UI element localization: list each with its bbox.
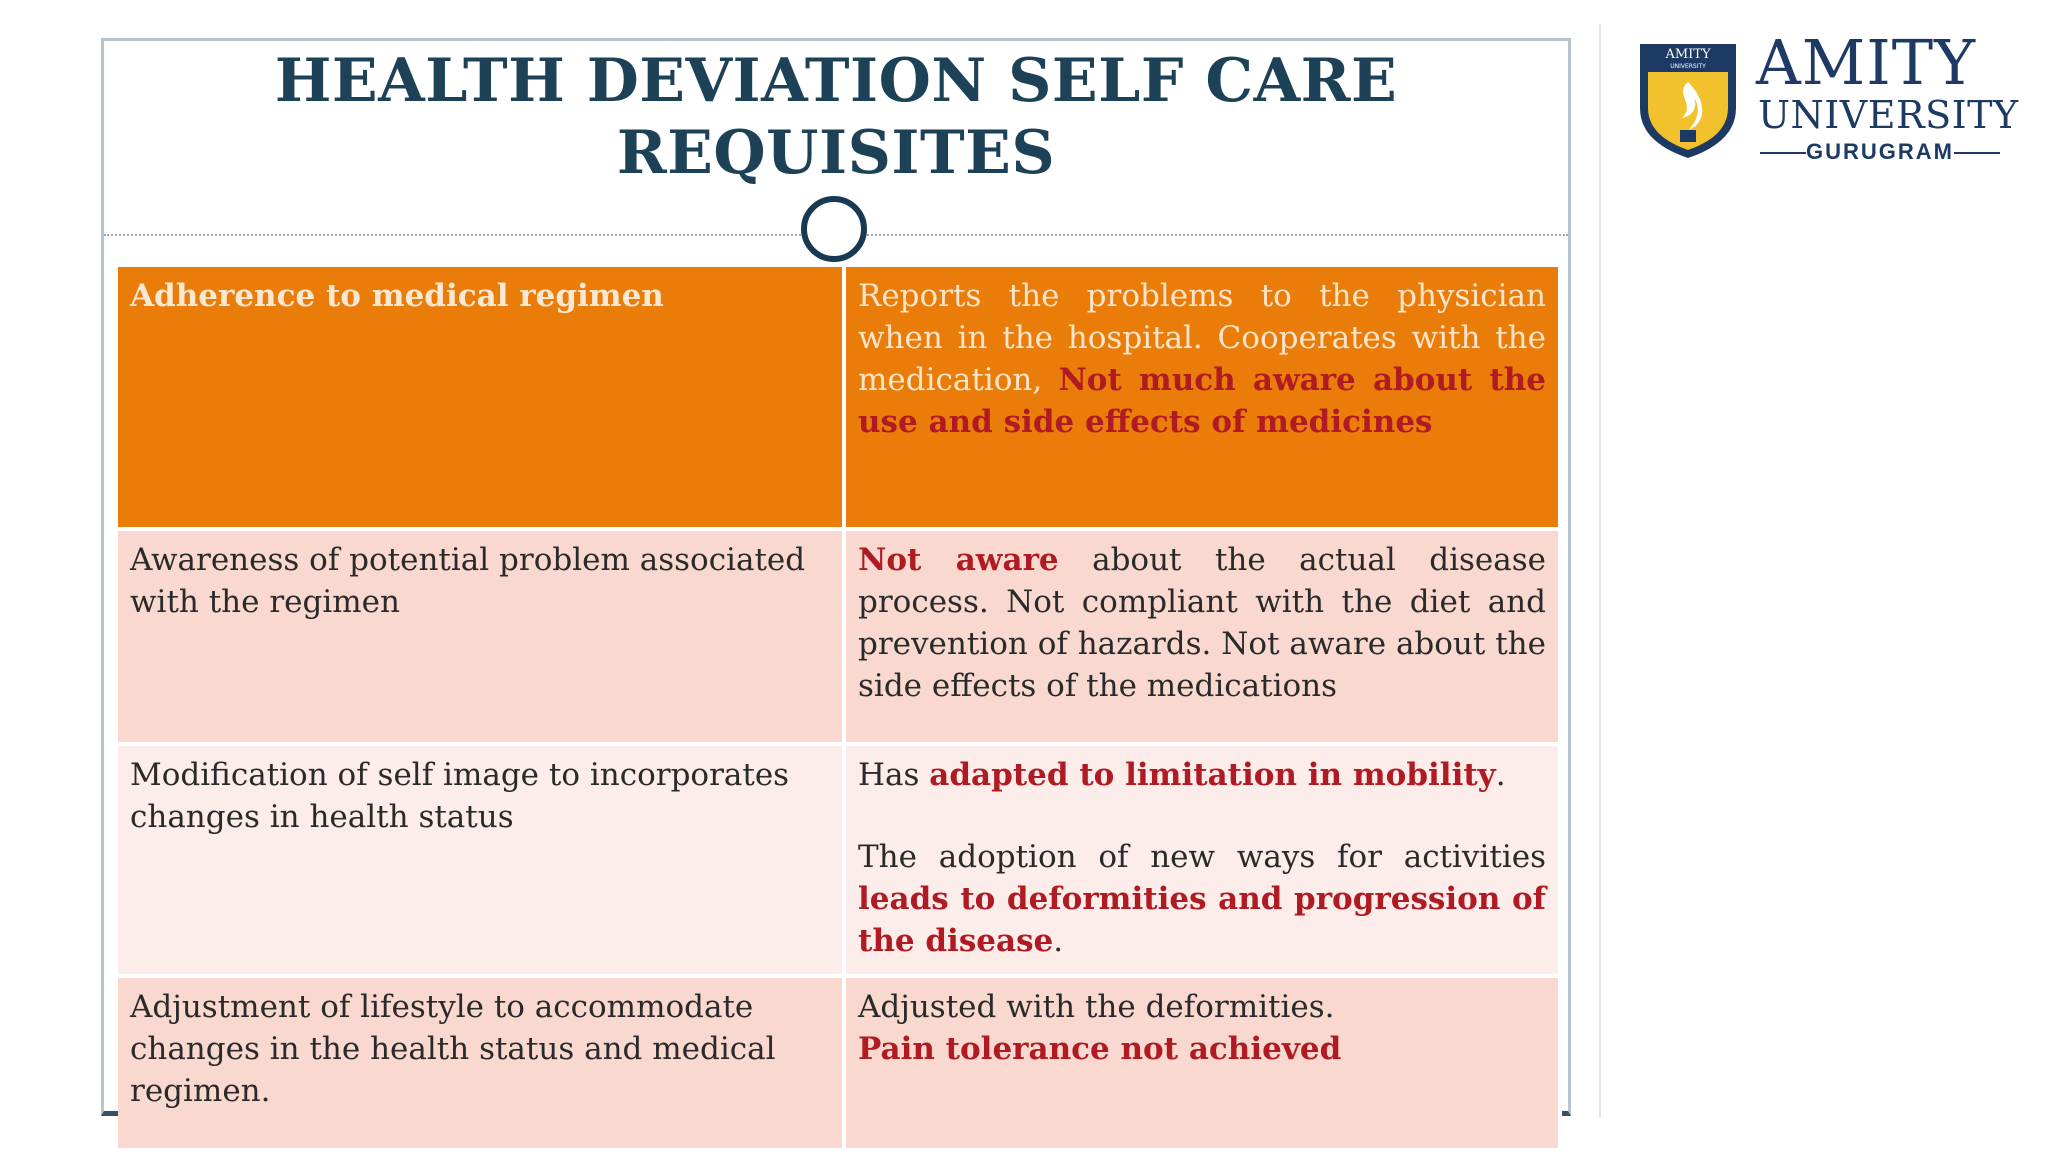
brand-campus: GURUGRAM [1756,140,2004,164]
finding-cell [844,529,1560,744]
amity-logo [1636,26,2019,166]
slide-frame [101,38,1571,1116]
finding-text: . [1495,757,1506,793]
finding-text: about the actual disease process. Not compliant with the diet and prevention of hazards. Not aware about the side effects of the medications [858,542,1547,704]
requisite-cell [118,744,844,976]
finding-text: Adjusted with the deformities. [858,989,1335,1025]
requisite-cell [118,529,844,744]
finding-text: . [1053,923,1064,959]
finding-cell [844,267,1560,529]
finding-text: The adoption of new ways for activities [858,839,1546,875]
finding-highlight: adapted to limitation in mobility [929,757,1496,793]
shield-icon [1636,38,1740,162]
title-line-2: REQUISITES [616,118,1056,188]
requisite-text: Modification of self image to incorporates changes in health status [130,757,790,835]
requisite-cell [118,976,844,1150]
finding-text: Has [858,757,920,793]
requisite-text: Awareness of potential problem associated with the regimen [130,542,806,620]
slide-title [104,45,1568,189]
shield-subtext: UNIVERSITY [1670,63,1706,70]
finding-cell [844,976,1560,1150]
finding-highlight: leads to deformities and progression of the disease [858,881,1546,959]
requisites-table [118,267,1562,1152]
brand-name: AMITY [1756,26,1977,99]
table-row [118,267,1560,529]
finding-cell [844,744,1560,976]
requisite-text: Adherence to medical regimen [130,278,664,314]
requisite-text: Adjustment of lifestyle to accommodate changes in the health status and medical regimen. [130,989,776,1109]
ring-ornament-icon [801,196,867,262]
table-row [118,744,1560,976]
title-line-1: HEALTH DEVIATION SELF CARE [274,46,1398,116]
finding-highlight: Pain tolerance not achieved [858,1031,1342,1067]
vertical-divider [1599,24,1601,1118]
requisite-cell [118,267,844,529]
finding-text: Reports the problems to the physician when in the hospital. Cooperates with the medication, [858,278,1546,398]
table-row [118,976,1560,1150]
table-row [118,529,1560,744]
finding-highlight: Not aware [858,542,1059,578]
shield-text: AMITY [1665,47,1711,62]
brand-name-line2: UNIVERSITY [1758,93,2019,137]
finding-highlight: Not much aware about the use and side effects of medicines [858,362,1546,440]
